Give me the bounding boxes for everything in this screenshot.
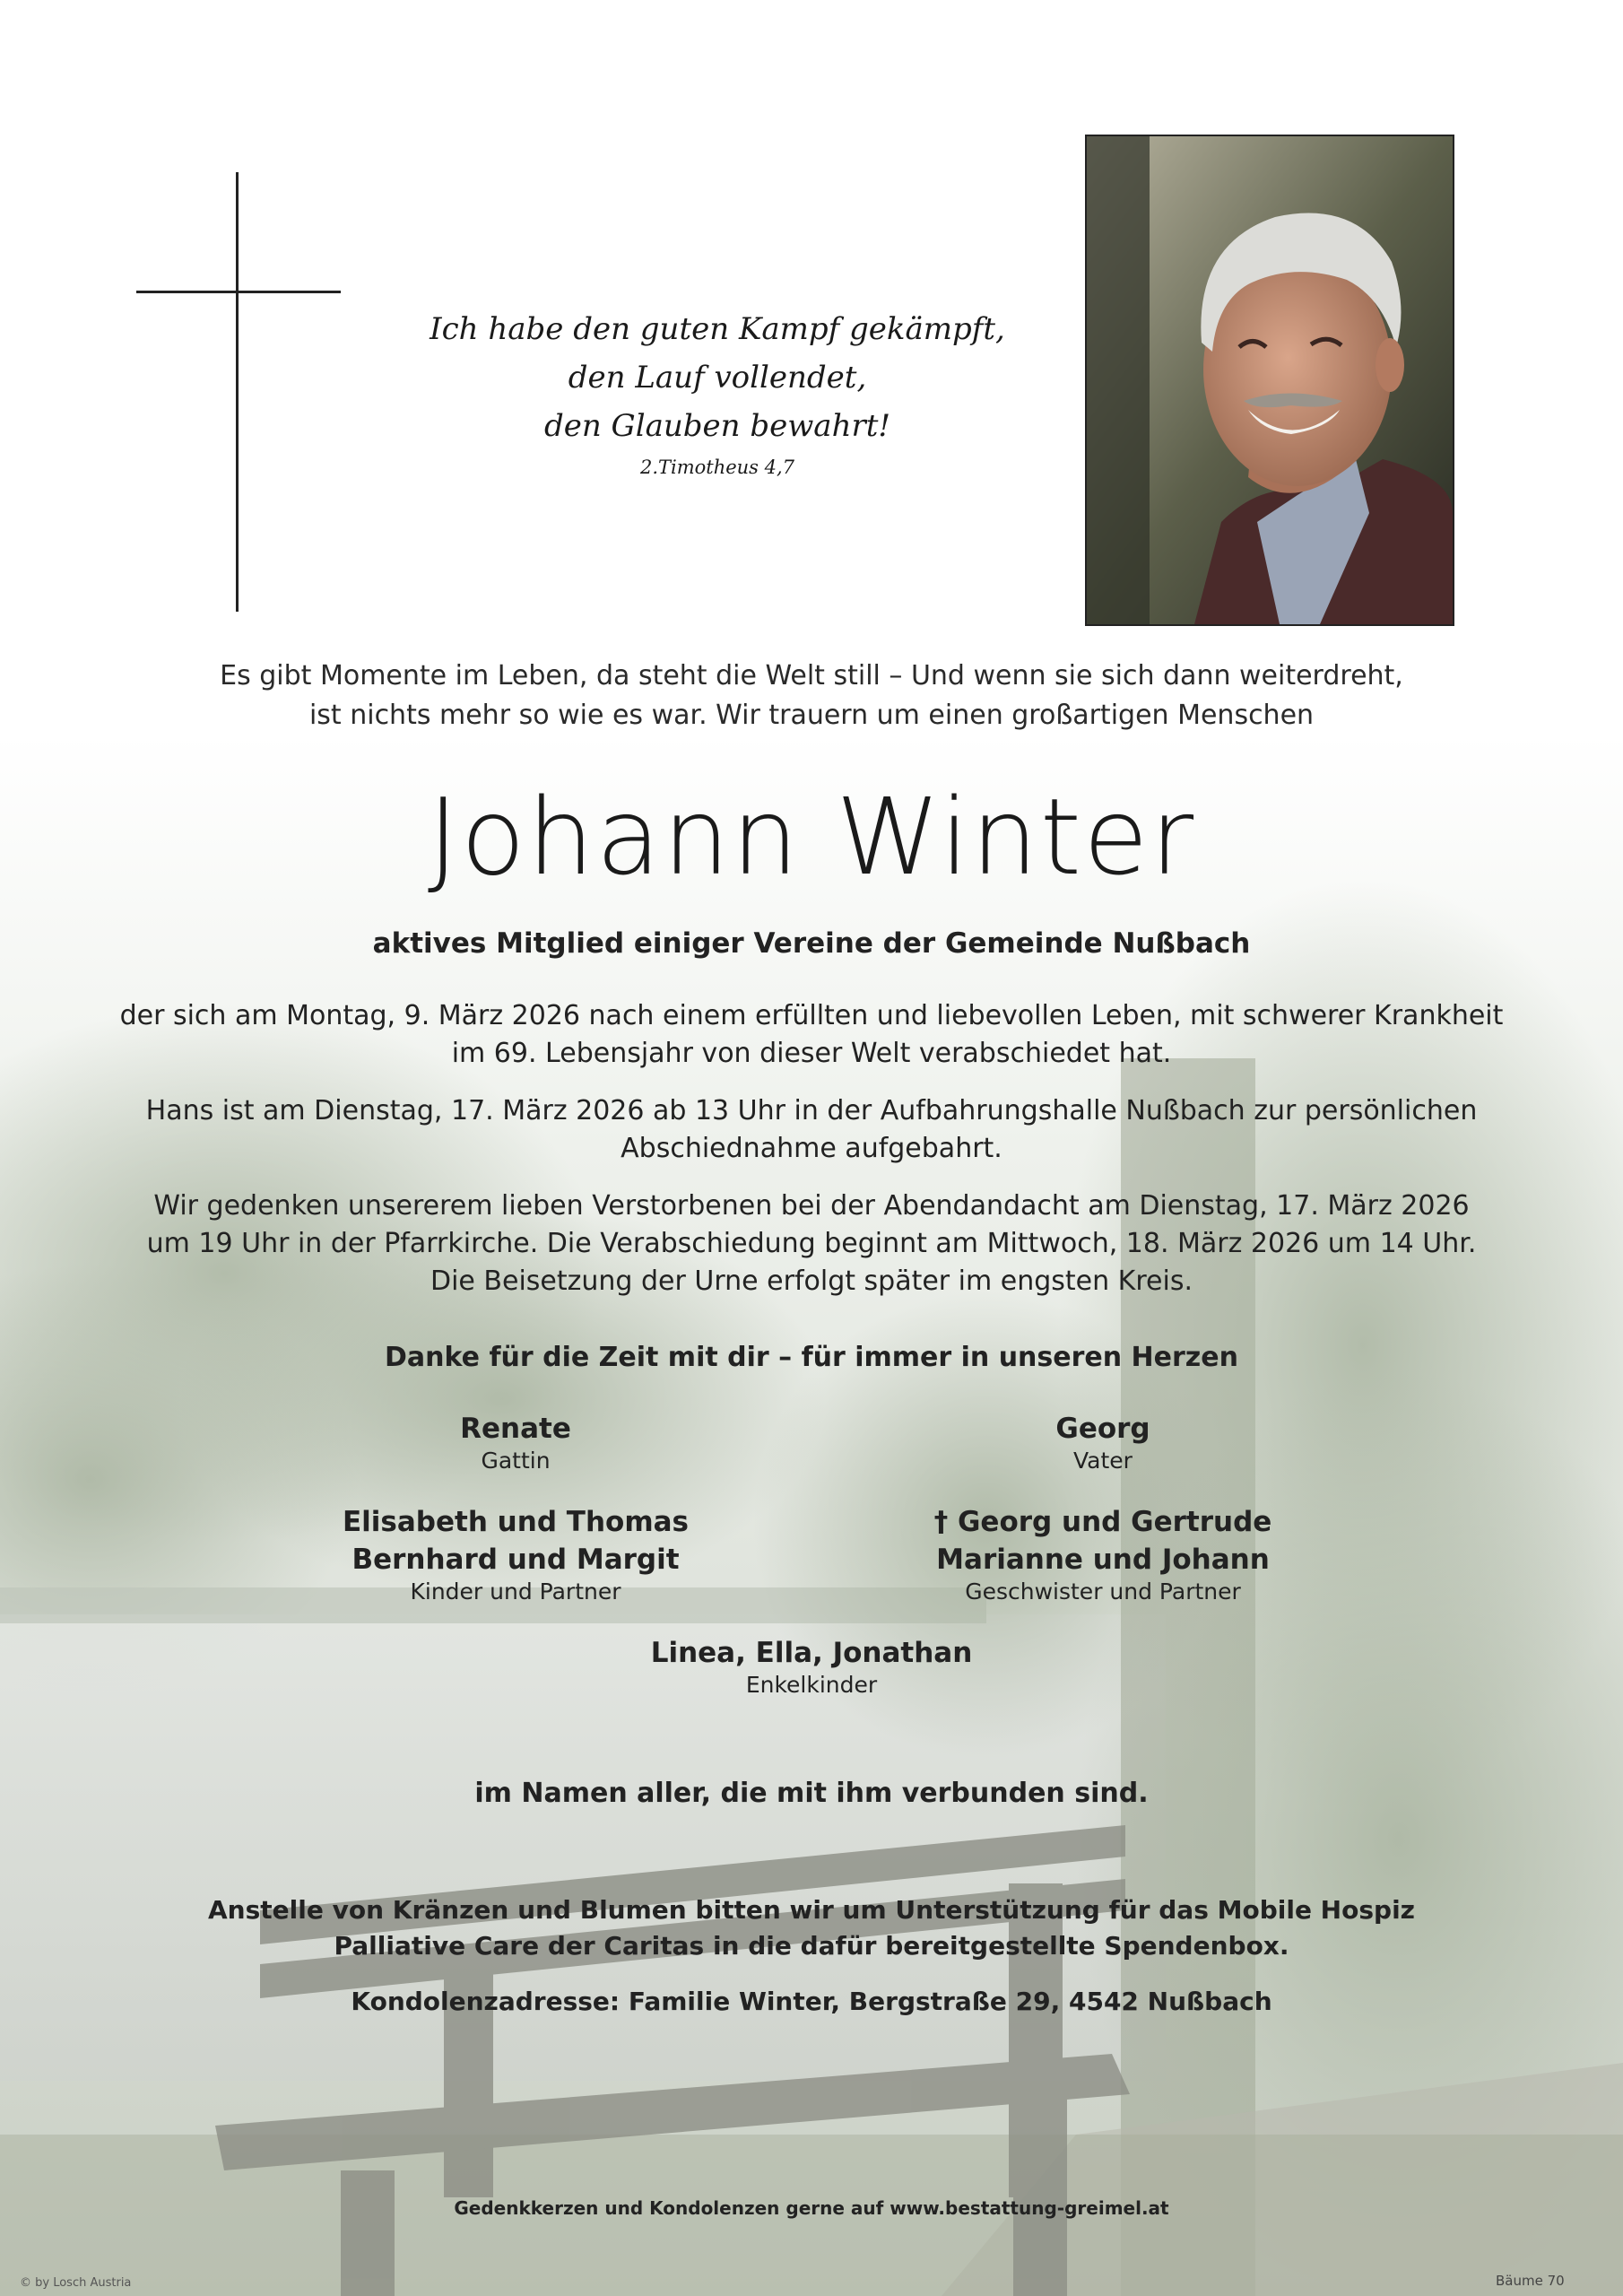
paragraph-line: Wir gedenken unsererem lieben Verstorbenen bei der Abendandacht am Dienstag, 17. März 2026 [153, 1190, 1470, 1222]
paragraph-ceremony [108, 1187, 1515, 1300]
template-label: Bäume 70 [1496, 2273, 1565, 2289]
thanks-line: Danke für die Zeit mit dir – für immer in unseren Herzen [385, 1342, 1238, 1373]
family-name: Renate [460, 1413, 571, 1445]
paragraph-line: Hans ist am Dienstag, 17. März 2026 ab 13 Uhr in der Aufbahrungshalle Nußbach zur persönlichen [145, 1095, 1478, 1126]
cross-icon-bar [136, 291, 341, 293]
intro-text [108, 657, 1515, 735]
family-name: Georg [1055, 1413, 1150, 1445]
deceased-name: Johann Winter [427, 775, 1196, 899]
family-name: Linea, Ella, Jonathan [650, 1637, 973, 1669]
condolence-address: Kondolenzadresse: Familie Winter, Bergstraße 29, 4542 Nußbach [351, 1987, 1272, 2016]
donation-request [108, 1892, 1515, 1964]
family-children [291, 1503, 740, 1605]
request-line: Palliative Care der Caritas in die dafür bereitgestellte Spendenbox. [334, 1931, 1289, 1961]
deceased-subtitle: aktives Mitglied einiger Vereine der Gemeinde Nußbach [372, 927, 1251, 960]
paragraph-line: Abschiednahme aufgebahrt. [621, 1133, 1002, 1164]
intro-line: ist nichts mehr so wie es war. Wir trauern um einen großartigen Menschen [308, 700, 1315, 731]
paragraph-line: Die Beisetzung der Urne erfolgt später im engsten Kreis. [430, 1265, 1193, 1297]
family-siblings [879, 1503, 1327, 1605]
family-name: Marianne und Johann [936, 1544, 1270, 1576]
paragraph-line: um 19 Uhr in der Pfarrkirche. Die Verabschiedung beginnt am Mittwoch, 18. März 2026 um 14 Uhr. [146, 1228, 1477, 1259]
family-name: Elisabeth und Thomas [342, 1506, 689, 1538]
quote-line: den Lauf vollendet, [568, 360, 867, 396]
quote-reference: 2.Timotheus 4,7 [639, 457, 795, 478]
copyright-credit: © by Losch Austria [20, 2276, 132, 2290]
family-name: Bernhard und Margit [352, 1544, 680, 1576]
portrait-photo [1085, 135, 1454, 626]
family-role: Geschwister und Partner [965, 1578, 1241, 1605]
family-role: Enkelkinder [745, 1672, 878, 1698]
quote-line: den Glauben bewahrt! [543, 408, 891, 444]
closing-line: im Namen aller, die mit ihm verbunden sind. [474, 1778, 1149, 1809]
quote-line: Ich habe den guten Kampf gekämpft, [430, 311, 1005, 347]
family-name: † Georg und Gertrude [933, 1506, 1272, 1538]
paragraph-death [108, 997, 1515, 1073]
family-role: Gattin [481, 1448, 551, 1474]
paragraph-line: der sich am Montag, 9. März 2026 nach einem erfüllten und liebevollen Leben, mit schwerer Krankheit [119, 1000, 1504, 1031]
footer-website: Gedenkkerzen und Kondolenzen gerne auf www.bestattung-greimel.at [454, 2197, 1169, 2219]
request-line: Anstelle von Kränzen und Blumen bitten wir um Unterstützung für das Mobile Hospiz [208, 1895, 1415, 1925]
family-role: Vater [1073, 1448, 1133, 1474]
cross-icon [236, 172, 239, 612]
family-georg [924, 1410, 1282, 1474]
family-renate [336, 1410, 695, 1474]
paragraph-viewing [108, 1092, 1515, 1168]
bible-quote [350, 305, 1085, 481]
intro-line: Es gibt Momente im Leben, da steht die Welt still – Und wenn sie sich dann weiterdreht, [220, 660, 1403, 691]
family-grandchildren [587, 1634, 1036, 1699]
family-role: Kinder und Partner [410, 1578, 621, 1605]
paragraph-line: im 69. Lebensjahr von dieser Welt verabschiedet hat. [451, 1038, 1172, 1069]
